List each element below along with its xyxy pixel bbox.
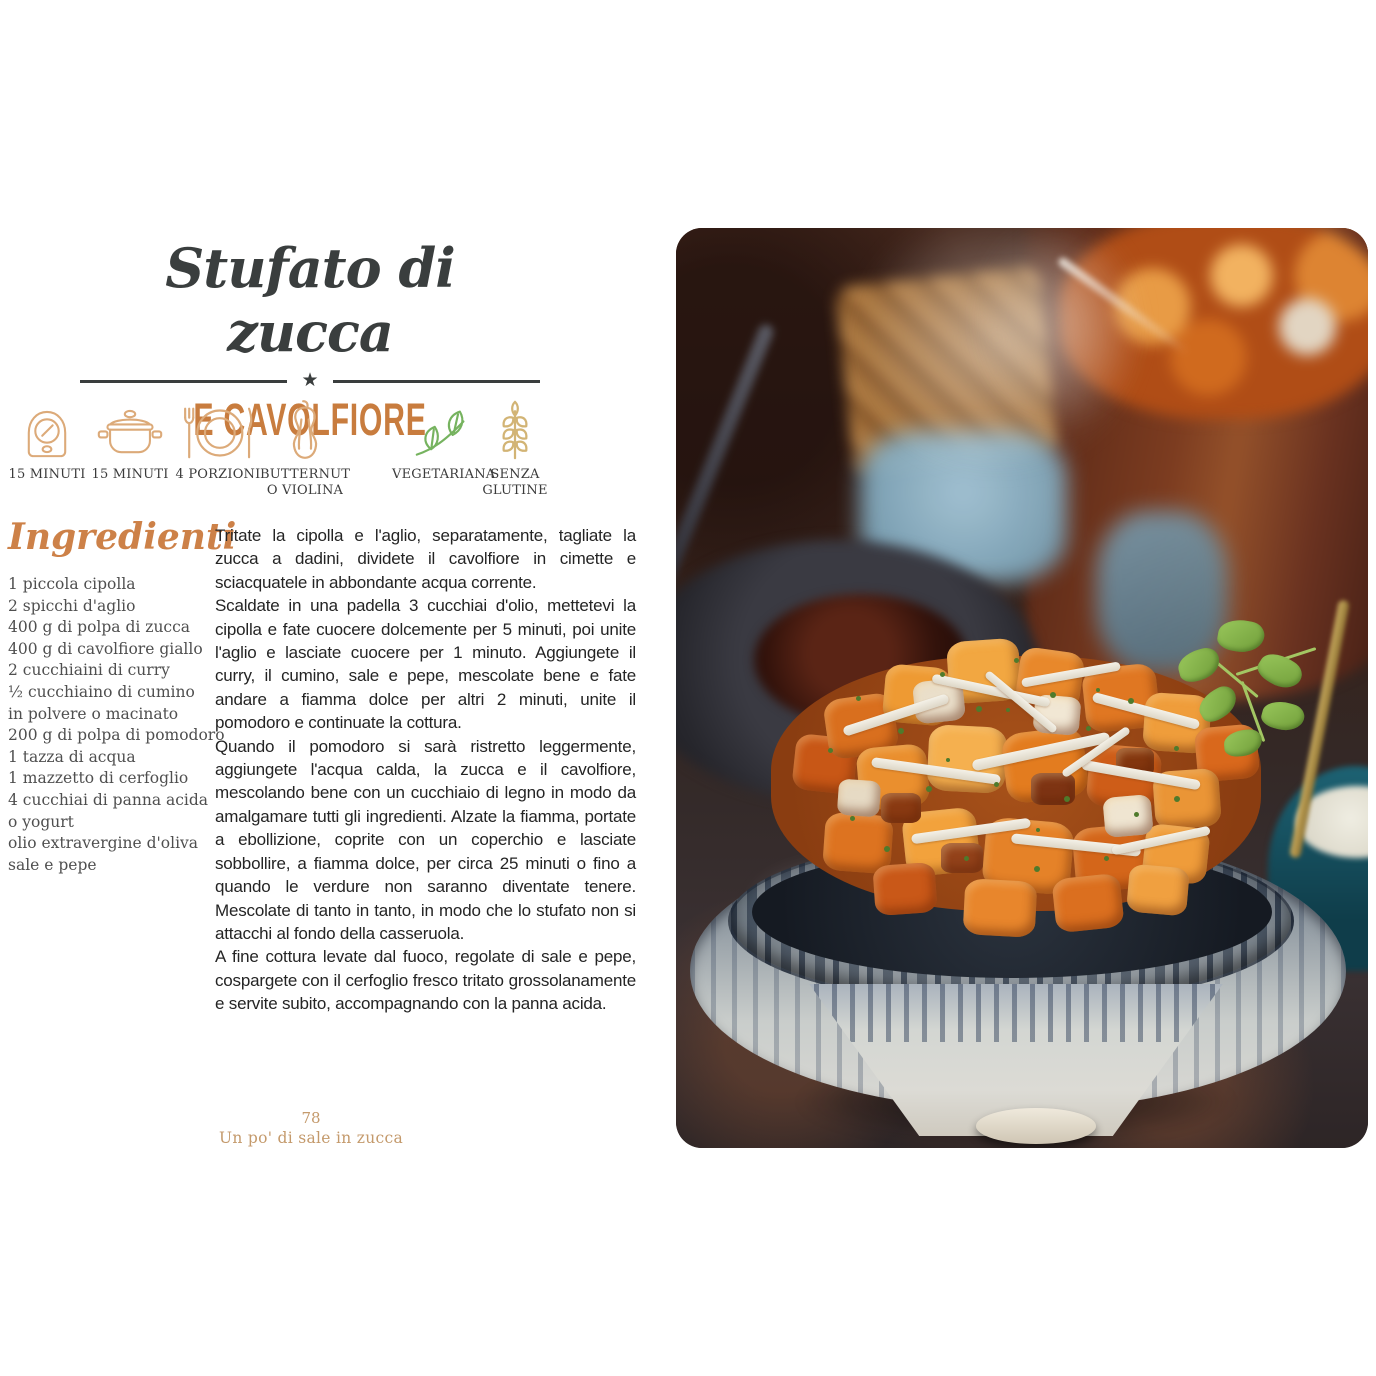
ingredient-line: in polvere o macinato xyxy=(8,704,179,723)
ingredient-line: 2 cucchiaini di curry xyxy=(8,661,170,680)
ingredient-line: 1 tazza di acqua xyxy=(8,747,136,766)
method-section xyxy=(215,524,636,1016)
ingredient-line: 1 mazzetto di cerfoglio xyxy=(8,769,189,788)
method-paragraph: Scaldate in una padella 3 cucchiai d'olio, mettetevi la cipolla e fate cuocere dolcemente per 5 minuti, poi unite l'aglio e lasciate cuocere per 1 minuto. Aggiungete il curry, il cumino, sale e pepe, mescolate bene e fate andare a fiamma dolce per altri 2 minuti, unite il pomodoro e continuate la cottura. xyxy=(215,596,636,733)
cilantro-leaf xyxy=(1216,616,1267,656)
leaf-icon xyxy=(392,394,490,460)
divider-rule-left xyxy=(80,380,287,383)
timer-icon xyxy=(8,394,86,460)
badge-label: SENZA GLUTINE xyxy=(482,467,548,498)
badge-label: 15 MINUTI xyxy=(91,467,169,482)
ingredient-line: 2 spicchi d'aglio xyxy=(8,596,136,615)
badge-servings xyxy=(174,394,262,483)
badge-label: 4 PORZIONI xyxy=(175,467,261,482)
badge-vegetarian xyxy=(392,394,496,483)
divider-rule-right xyxy=(333,380,540,383)
badge-label: BUTTERNUT O VIOLINA xyxy=(260,467,351,498)
recipe-photo xyxy=(676,228,1368,1148)
method-paragraph: Quando il pomodoro si sarà ristretto leggermente, aggiungete l'acqua calda, la zucca e il cavolfiore, mescolando bene con un cucchiaio di legno in modo da amalgamare tutti gli ingredienti. Alzate la fiamma, portate a ebollizione, coprite con un coperchio e lasciate sobbollire, a fiamma dolce, per circa 25 minuti o fino a quando le verdure non saranno diventate tenere. Mescolate di tanto in tanto, in modo che lo stufato non si attacchi al fondo della casseruola. xyxy=(215,736,636,943)
badge-cook-time xyxy=(90,394,170,483)
page-footer xyxy=(161,1108,461,1148)
badge-gluten-free xyxy=(478,394,552,499)
ingredient-line: sale e pepe xyxy=(8,855,97,874)
plate-icon xyxy=(174,394,262,460)
method-paragraph: A fine cottura levate dal fuoco, regolate di sale e pepe, cospargete con il cerfoglio fresco tritato grossolanamente e servite subito, accompagnando con la panna acida. xyxy=(215,947,636,1014)
cilantro-leaf xyxy=(1259,697,1307,735)
badge-pumpkin-type xyxy=(260,394,350,499)
ingredients-section xyxy=(8,516,237,876)
cilantro-leaf xyxy=(1223,728,1263,757)
ingredient-line: ½ cucchiaino di cumino xyxy=(8,682,195,701)
ingredient-line: olio extravergine d'oliva xyxy=(8,834,199,853)
butternut-icon xyxy=(260,394,350,460)
badge-label: 15 MINUTI xyxy=(8,467,86,482)
recipe-subtitle: E CAVOLFIORE xyxy=(193,394,427,445)
badge-label: VEGETARIANA xyxy=(392,467,496,482)
garnish-layer xyxy=(676,228,1368,1148)
ingredients-heading: Ingredienti xyxy=(8,516,237,558)
pot-icon xyxy=(90,394,170,460)
method-paragraph: Tritate la cipolla e l'aglio, separatamente, tagliate la zucca a dadini, dividete il cavolfiore in cimette e sciacquatele in abbondante acqua corrente. xyxy=(215,526,636,592)
ingredient-line: 400 g di polpa di zucca xyxy=(8,618,191,637)
ingredient-line: 1 piccola cipolla xyxy=(8,575,136,593)
ingredient-line: 4 cucchiai di panna acida xyxy=(8,790,209,809)
ingredient-line: 400 g di cavolfiore giallo xyxy=(8,639,203,658)
wheat-icon xyxy=(478,394,552,460)
cilantro-leaf xyxy=(1194,682,1243,726)
ingredient-line: 200 g di polpa di pomodoro xyxy=(8,726,225,745)
star-icon: ★ xyxy=(301,370,319,391)
title-divider xyxy=(80,370,540,392)
ingredient-line: o yogurt xyxy=(8,812,74,831)
recipe-title: Stufato di zucca xyxy=(165,236,455,364)
badge-prep-time xyxy=(8,394,86,483)
cilantro-leaf xyxy=(1175,645,1223,685)
page-number: 78 xyxy=(301,1109,321,1127)
book-title: Un po' di sale in zucca xyxy=(219,1129,403,1147)
